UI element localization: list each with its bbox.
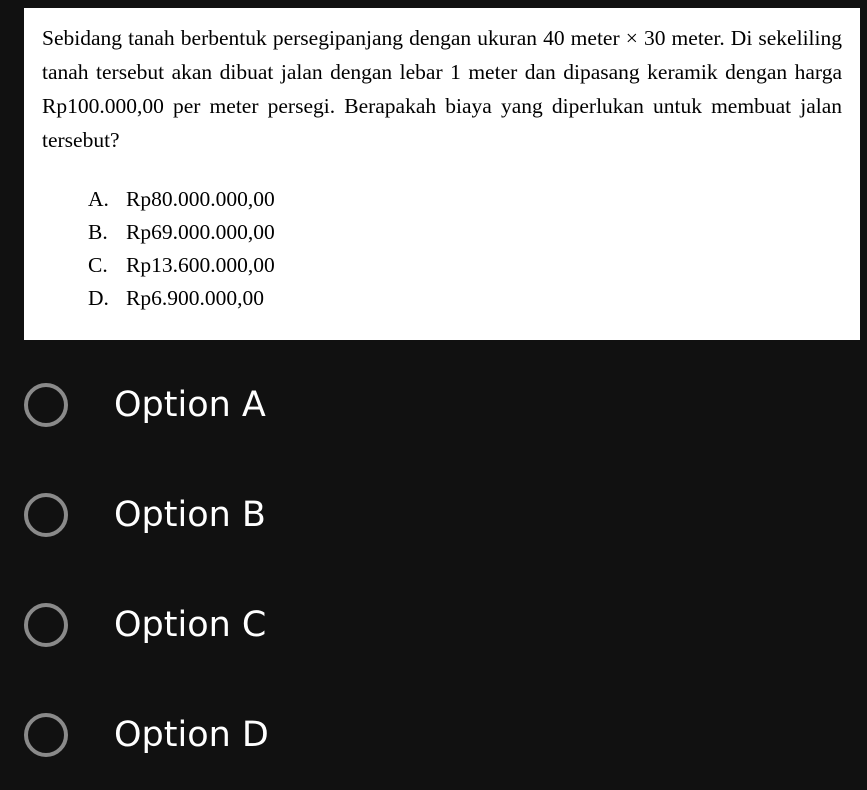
option-a-label[interactable]: Option A <box>114 385 266 425</box>
radio-button-option-a[interactable] <box>24 383 68 427</box>
question-text: Sebidang tanah berbentuk persegipanjang dengan ukuran 40 meter × 30 meter. Di sekeliling tanah tersebut akan dibuat jalan dengan lebar 1 meter dan dipasang keramik dengan harga Rp100.000,00 per meter persegi. Berapakah biaya yang diperlukan untuk membuat jalan tersebut? <box>42 26 842 152</box>
option-d-row[interactable] <box>0 680 867 790</box>
option-b-label[interactable]: Option B <box>114 495 266 535</box>
option-c-row[interactable] <box>0 570 867 680</box>
choice-text: Rp69.000.000,00 <box>126 220 275 244</box>
option-b-row[interactable] <box>0 460 867 570</box>
question-card <box>24 8 860 340</box>
option-d-label[interactable]: Option D <box>114 715 269 755</box>
radio-button-option-d[interactable] <box>24 713 68 757</box>
radio-button-option-c[interactable] <box>24 603 68 647</box>
choice-letter: A. <box>88 187 109 211</box>
choice-letter: B. <box>88 220 108 244</box>
choice-text: Rp80.000.000,00 <box>126 187 275 211</box>
choice-text: Rp13.600.000,00 <box>126 253 275 277</box>
answer-choice-list <box>42 183 842 315</box>
option-a-row[interactable] <box>0 350 867 460</box>
choice-text: Rp6.900.000,00 <box>126 286 264 310</box>
answer-choice-b <box>88 216 842 249</box>
option-c-label[interactable]: Option C <box>114 605 267 645</box>
choice-letter: D. <box>88 286 109 310</box>
answer-choice-d <box>88 282 842 315</box>
answer-choice-c <box>88 249 842 282</box>
radio-button-option-b[interactable] <box>24 493 68 537</box>
choice-letter: C. <box>88 253 108 277</box>
answer-choice-a <box>88 183 842 216</box>
